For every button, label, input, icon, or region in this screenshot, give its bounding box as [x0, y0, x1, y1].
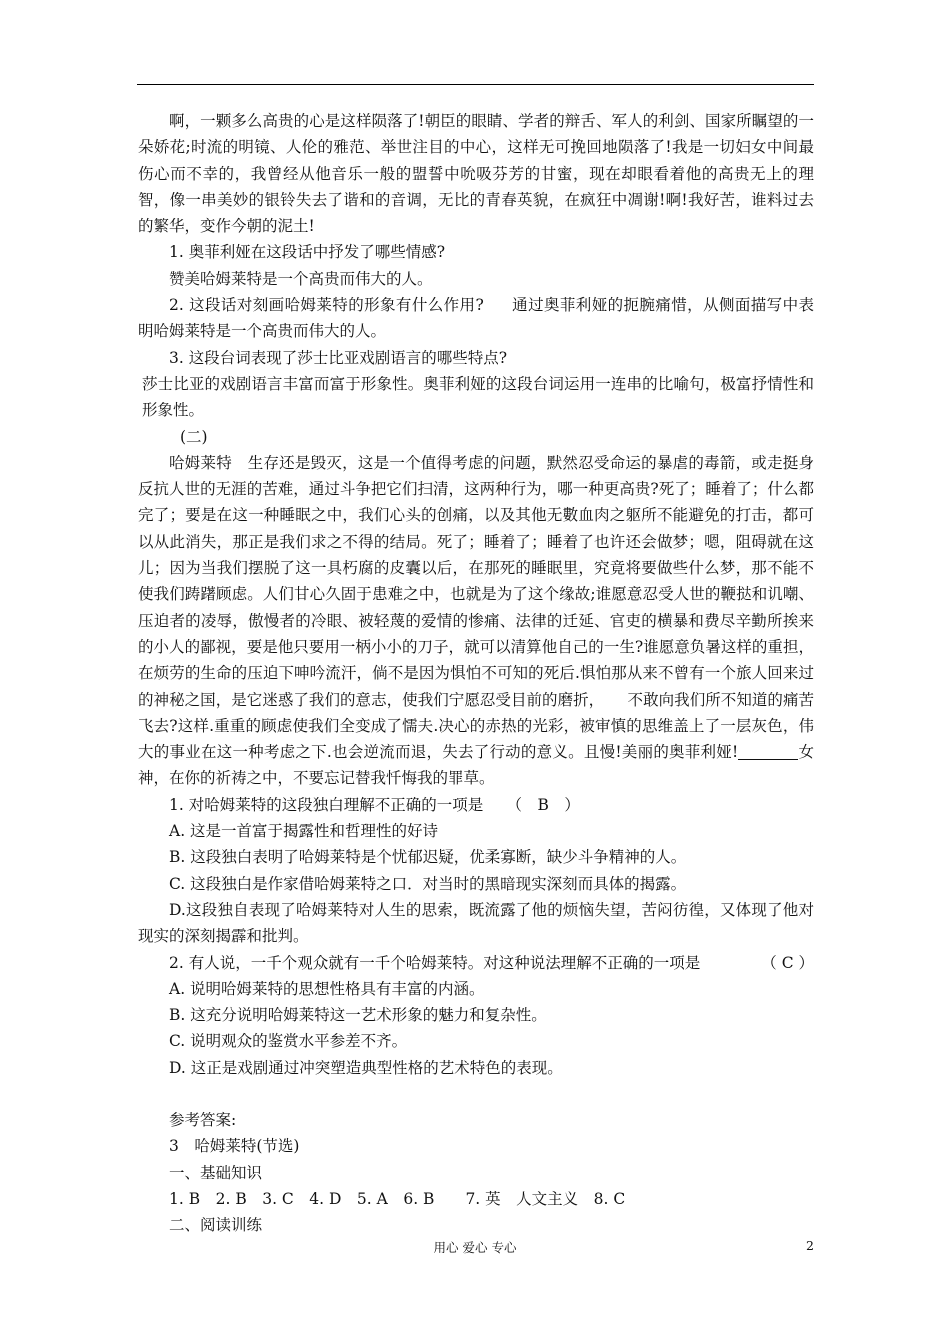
mc2-option-a: A. 说明哈姆莱特的思想性格具有丰富的内涵。	[169, 979, 485, 998]
passage-one: 啊，一颗多么高贵的心是这样陨落了!朝臣的眼睛、学者的辩舌、军人的利剑、国家所瞩望的一朵娇花;时流的明镜、人伦的雅范、举世注目的中心，这样无可挽回地陨落了!我是一切妇女中间最伤心而不幸的，我曾经从他音乐一般的盟誓中吮吸芬芳的甘蜜，现在却眼看着他的高贵无上的理智，像一串美妙的银铃失去了谐和的音调，无比的青春英貌，在疯狂中凋谢!啊!我好苦，谁料过去的繁华，变作今朝的泥土!	[138, 112, 814, 236]
reference-section-1: 一、基础知识	[169, 1163, 263, 1182]
reference-answers: 1. B 2. B 3. C 4. D 5. A 6. B 7. 英 人文主义 8. C	[169, 1189, 626, 1208]
mc2-option-b: B. 这充分说明哈姆莱特这一艺术形象的魅力和复杂性。	[169, 1006, 547, 1025]
answer-1: 赞美哈姆莱特是一个高贵而伟大的人。	[169, 269, 433, 288]
passage-two-part-a: 生存还是毁灭，这是一个值得考虑的问题，默然忍受命运的暴虐的毒箭，或走挺身反抗人世的无涯的苦难，通过斗争把它们扫清，这两种行为，哪一种更高贵?死了；睡着了；什么都完了；要是在这一种睡眠之中，我们心头的创痛，以及其他无數血肉之躯所不能避免的打击，都可以从此消失，那正是我们求之不得的结局。死了；睡着了；睡着了也许还会做梦；嗯，阻碍就在这儿；因为当我们摆脱了这一具朽腐的皮囊以后，在那死的睡眠里，究竟将要做些什么梦，那不能不使我们踌躇顾虑。人们甘心久固于患难之中，也就是为了这个缘故;谁愿意忍受人世的鞭挞和讥嘲、压迫者的凌辱，傲慢者的冷眼、被轻蔑的爱情的惨痛、法律的迁延、官吏的横暴和费尽辛勤所挨来的小人的鄙视，要是他只要用一柄小小的刀子，就可以清算他自己的一生?谁愿意负暑这样的重担，在烦劳的生命的压迫下呻吟流汗，倘不是因为惧怕不可知的死后.惧怕那从来不曾有一个旅人回来过的神秘之国，是它迷惑了我们的意志，使我们宁愿忍受目前的磨折，	[138, 453, 814, 709]
fill-blank	[738, 744, 798, 761]
question-2: 2. 这段话对刻画哈姆莱特的形象有什么作用?	[169, 296, 484, 315]
reference-title: 参考答案:	[169, 1110, 237, 1129]
question-3: 3. 这段台词表现了莎士比亚戏剧语言的哪些特点?	[169, 348, 508, 367]
spacer	[138, 1081, 814, 1107]
mc2-answer: （ C ）	[761, 953, 814, 972]
passage-two-part-c: 女神，在你的祈祷之中，不要忘记替我忏悔我的罪草。	[138, 743, 814, 788]
question-1: 1. 奥菲利娅在这段话中抒发了哪些情感?	[169, 243, 446, 262]
mc2-option-c: C. 说明观众的鉴赏水平参差不齐。	[169, 1032, 408, 1051]
mc1-option-c: C. 这段独白是作家借哈姆莱特之口．对当时的黑暗现实深刻而具体的揭露。	[169, 874, 687, 893]
passage-two-speaker: 哈姆莱特	[169, 453, 232, 472]
page-number: 2	[806, 1238, 814, 1253]
question-2-with-answer	[138, 292, 814, 345]
section-two-heading: (二)	[180, 427, 208, 446]
reference-section-2: 二、阅读训练	[169, 1216, 263, 1235]
answer-2: 通过奥菲利娅的扼腕痛惜，从侧面描写中表明哈姆莱特是一个高贵而伟大的人。	[138, 296, 814, 341]
mc1-question-line	[138, 792, 814, 818]
answer-3: 莎士比亚的戏剧语言丰富而富于形象性。奥菲利娅的这段台词运用一连串的比喻句，极富抒情性和形象性。	[142, 374, 814, 420]
mc2-question-line	[138, 950, 814, 976]
mc2-option-d: D. 这正是戏剧通过冲突塑造典型性格的艺术特色的表现。	[169, 1058, 563, 1077]
mc1-option-d: D.这段独自表现了哈姆莱特对人生的思索，既流露了他的烦恼失望，苦闷彷徨，又体现了他对现实的深刻揭霹和批判。	[138, 900, 814, 946]
mc1-option-a: A. 这是一首富于揭露性和哲理性的好诗	[169, 822, 439, 841]
mc2-question: 2. 有人说，一千个观众就有一千个哈姆莱特。对这种说法理解不正确的一项是	[169, 953, 701, 972]
passage-two-part-b: 不敢向我们所不知道的痛苦飞去?这样.重重的顾虑使我们全变成了懦夫.决心的赤热的光彩，被审慎的思维盖上了一层灰色，伟大的事业在这一种考虑之下.也会逆流而退，失去了行动的意义。且慢!美丽的奥菲利娅!	[138, 690, 814, 762]
page-content	[138, 108, 814, 1238]
mc1-answer: （ B ）	[514, 795, 580, 814]
mc1-question: 1. 对哈姆莱特的这段独白理解不正确的一项是	[169, 795, 484, 814]
reference-unit: 3 哈姆莱特(节选)	[169, 1137, 300, 1156]
passage-two	[138, 450, 814, 792]
mc1-option-b: B. 这段独白表明了哈姆莱特是个忧郁迟疑，优柔寡断，缺少斗争精神的人。	[169, 848, 687, 867]
header-rule	[137, 84, 814, 85]
footer-text: 用心 爱心 专心	[433, 1240, 517, 1255]
